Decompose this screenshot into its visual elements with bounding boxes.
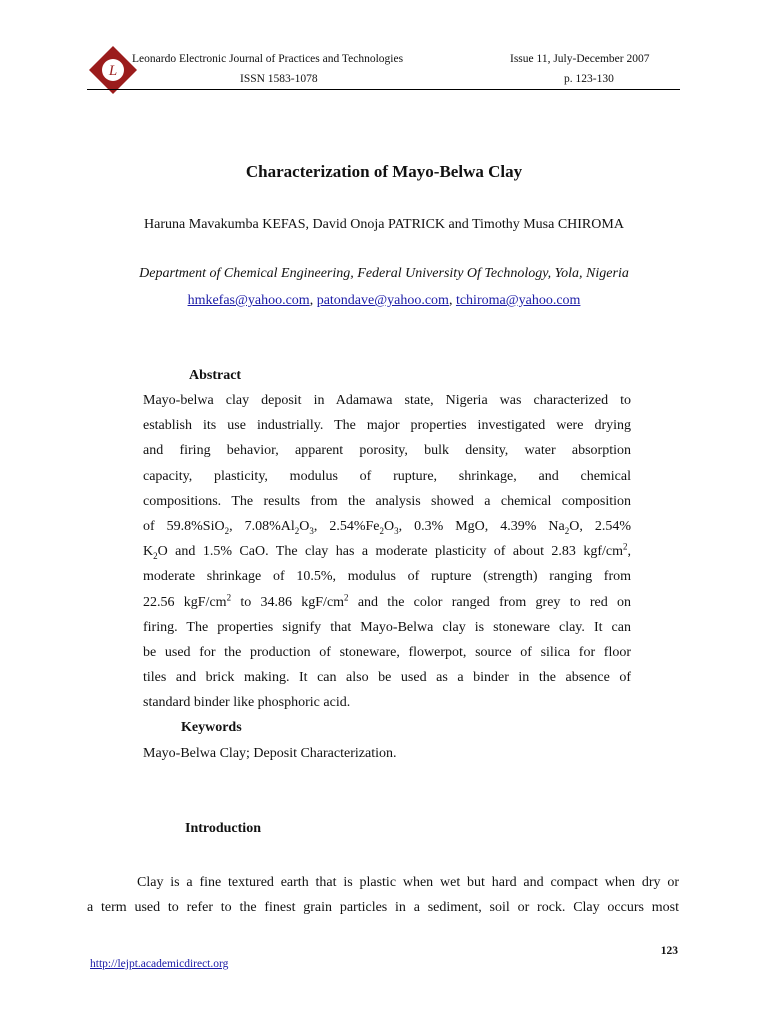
email-link[interactable]: hmkefas@yahoo.com [187, 293, 310, 308]
abstract-line: and firing behavior, apparent porosity, bulk density, water absorption [143, 443, 631, 459]
abstract-body [143, 388, 631, 715]
affiliation: Department of Chemical Engineering, Federal University Of Technology, Yola, Nigeria [139, 266, 629, 281]
abstract-line: standard binder like phosphoric acid. [143, 695, 351, 711]
abstract-line: compositions. The results from the analysis showed a chemical composition [143, 493, 631, 509]
abstract-line: of 59.8%SiO$_2$, $7.08\%Al_2O_3$, $2.54\%Fe_2O_3$, 0.3% MgO, 4.39% $Na_2O$, 2.54% [143, 518, 631, 536]
footer-url [90, 958, 228, 970]
issue-info: Issue 11, July-December 2007 [510, 53, 650, 65]
abstract-line: Mayo-belwa clay deposit in Adamawa state, Nigeria was characterized to [143, 393, 631, 408]
author-emails: hmkefas@yahoo.com, patondave@yahoo.com, tchiroma@yahoo.com [187, 293, 581, 308]
page-range: p. 123-130 [564, 73, 614, 85]
abstract-line: establish its use industrially. The major properties investigated were drying [143, 418, 631, 434]
header-rule [87, 89, 680, 90]
issn: ISSN 1583-1078 [240, 73, 318, 85]
abstract-line: moderate shrinkage of 10.5%, modulus of rupture (strength) ranging from [143, 569, 631, 585]
introduction-line: a term used to refer to the finest grain particles in a sediment, soil or rock. Clay occurs most [87, 900, 679, 915]
abstract-line: firing. The properties signify that Mayo-Belwa clay is stoneware clay. It can [143, 619, 631, 635]
abstract-line: tiles and brick making. It can also be used as a binder in the absence of [143, 670, 631, 686]
abstract-line: be used for the production of stoneware, flowerpot, source of silica for floor [143, 644, 631, 660]
authors: Haruna Mavakumba KEFAS, David Onoja PATRICK and Timothy Musa CHIROMA [144, 217, 624, 232]
keywords-text: Mayo-Belwa Clay; Deposit Characterization. [143, 746, 397, 761]
abstract-line: capacity, plasticity, modulus of rupture, shrinkage, and chemical [143, 468, 631, 484]
abstract-line: 22.56 kgF/$cm^2$ to 34.86 kgF/$cm^2$ and the color ranged from grey to red on [143, 591, 632, 610]
abstract-heading: Abstract [189, 368, 242, 383]
introduction-line: Clay is a fine textured earth that is plastic when wet but hard and compact when dry or [137, 875, 679, 890]
paper-title: Characterization of Mayo-Belwa Clay [245, 162, 523, 181]
email-link[interactable]: tchiroma@yahoo.com [455, 293, 581, 308]
logo-letter: L [108, 63, 118, 79]
journal-name: Leonardo Electronic Journal of Practices and Technologies [132, 53, 404, 65]
page-number: 123 [660, 945, 678, 957]
introduction-body [87, 870, 679, 920]
introduction-heading: Introduction [185, 821, 261, 836]
email-link[interactable]: patondave@yahoo.com [316, 293, 449, 308]
journal-url-link[interactable]: http://lejpt.academicdirect.org [90, 958, 229, 970]
keywords-heading: Keywords [181, 720, 242, 735]
abstract-line: $K_2O$ and 1.5% CaO. The clay has a moderate plasticity of about 2.83 kgf/$cm^2$, [143, 541, 631, 561]
